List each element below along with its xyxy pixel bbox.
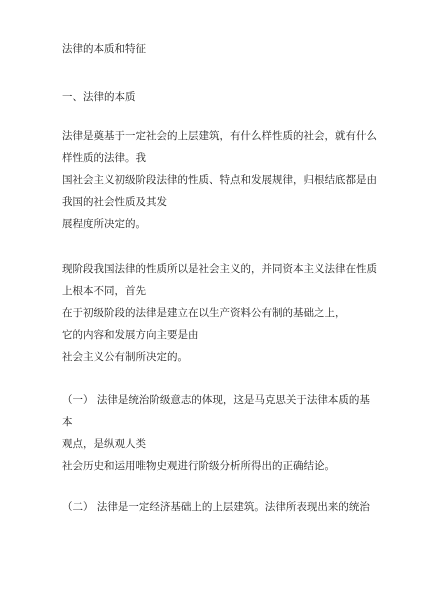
paragraph-2-line-2: 上根本不同，首先 (62, 285, 146, 297)
paragraph-2-line-1: 现阶段我国法律的性质所以是社会主义的，并同资本主义法律在性质 (62, 263, 377, 275)
paragraph-1-line-5: 展程度所决定的。 (62, 218, 146, 230)
paragraph-3-line-1: （一） 法律是统治阶级意志的体现，这是马克思关于法律本质的基 (62, 394, 370, 406)
paragraph-4-line-1: （二） 法律是一定经济基础上的上层建筑。法律所表现出来的统治 (62, 501, 370, 513)
paragraph-3-line-3: 观点，是纵观人类 (62, 438, 146, 450)
section-heading: 一、法律的本质 (62, 91, 136, 103)
paragraph-1-line-4: 我国的社会性质及其发 (62, 196, 167, 208)
paragraph-1-line-3: 国社会主义初级阶段法律的性质、特点和发展规律，归根结底都是由 (62, 174, 377, 186)
paragraph-3-line-4: 社会历史和运用唯物史观进行阶级分析所得出的正确结论。 (62, 460, 335, 472)
paragraph-2-line-3: 在于初级阶段的法律是建立在以生产资料公有制的基础之上， (62, 307, 346, 319)
paragraph-2-line-5: 社会主义公有制所决定的。 (62, 351, 188, 363)
paragraph-1-line-2: 样性质的法律。我 (62, 152, 146, 164)
paragraph-3-line-2: 本 (62, 416, 73, 428)
document-title: 法律的本质和特征 (62, 43, 146, 55)
paragraph-1-line-1: 法律是奠基于一定社会的上层建筑，有什么样性质的社会，就有什么 (62, 130, 377, 142)
paragraph-2-line-4: 它的内容和发展方向主要是由 (62, 329, 199, 341)
